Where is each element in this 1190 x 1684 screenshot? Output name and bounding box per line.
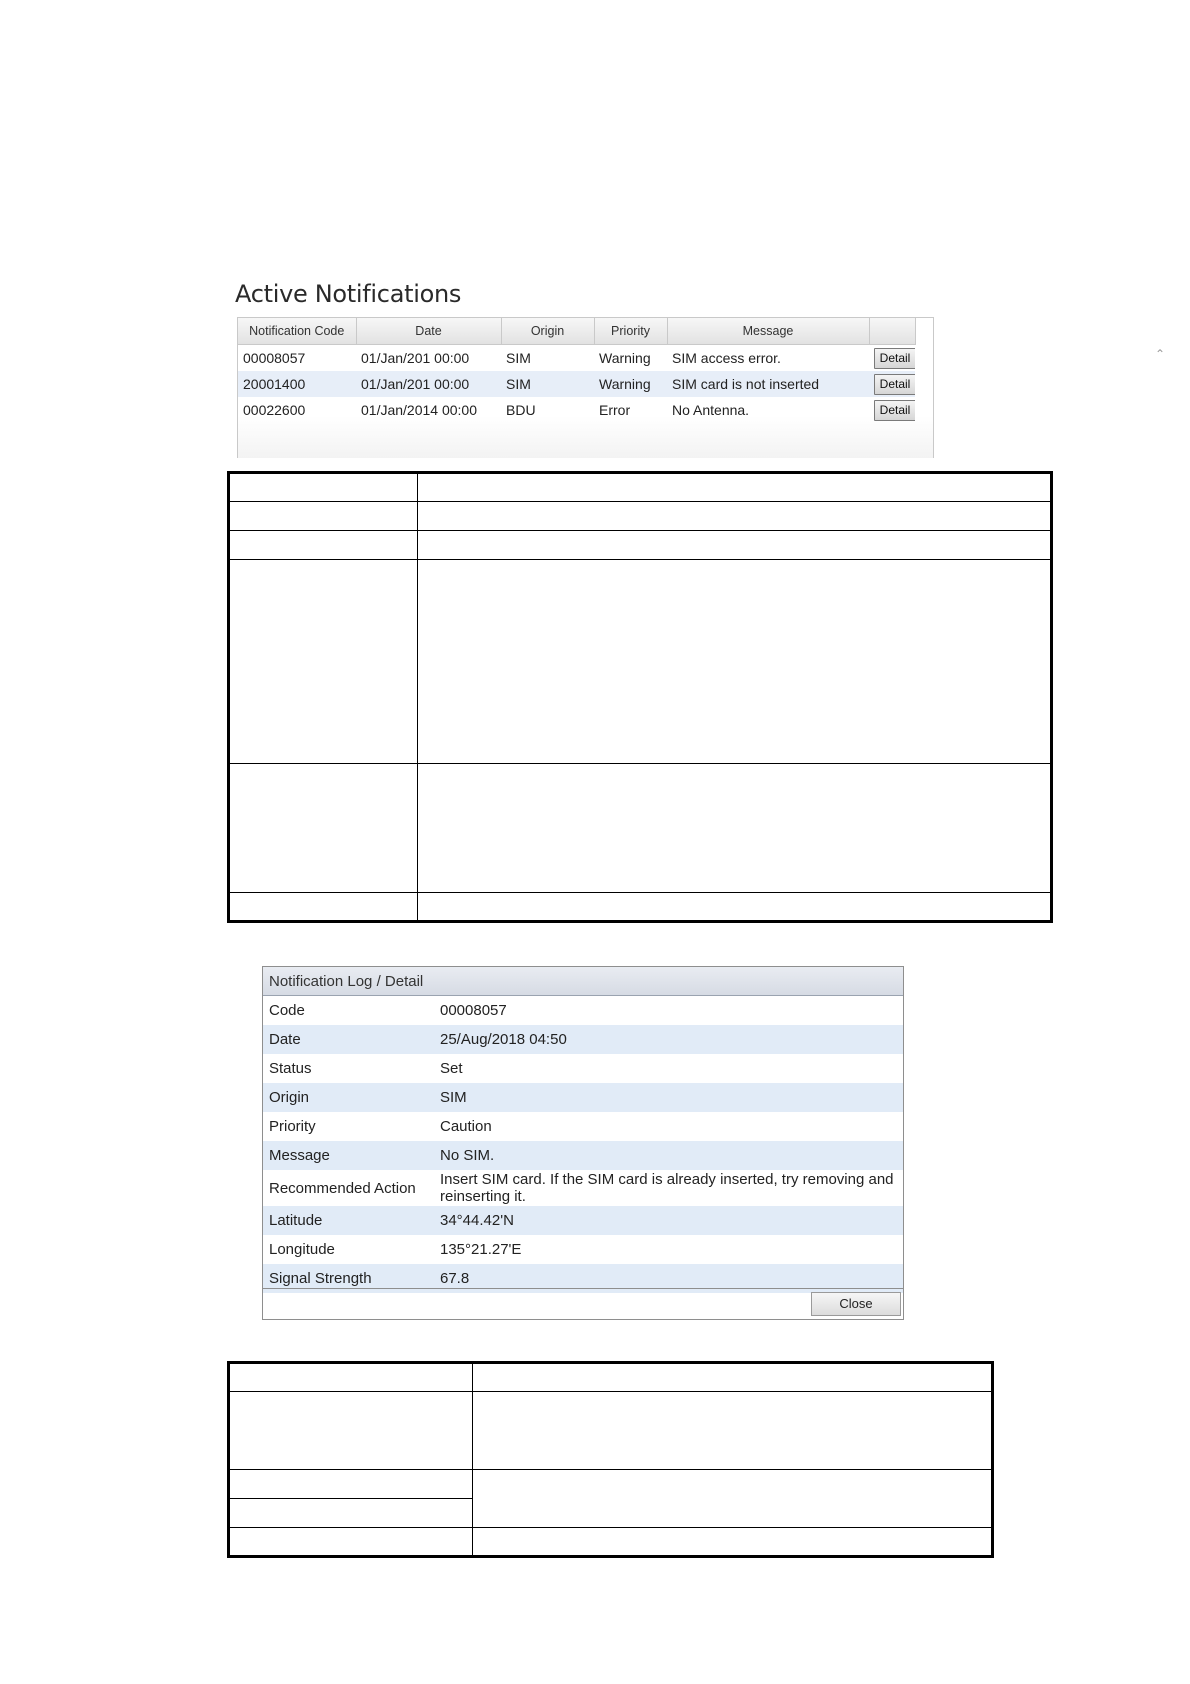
table-row xyxy=(238,397,915,423)
field-label: Longitude xyxy=(269,1241,335,1258)
table-row xyxy=(238,371,915,397)
table-header-row xyxy=(238,318,915,345)
table-row xyxy=(229,473,1052,502)
detail-button[interactable]: Detail xyxy=(874,400,915,421)
detail-row-date xyxy=(263,1025,903,1054)
field-value: SIM xyxy=(434,1083,903,1112)
field-label: Recommended Action xyxy=(269,1179,416,1197)
field-value: 135°21.27'E xyxy=(440,1241,522,1258)
notification-origin: BDU xyxy=(506,402,536,418)
notification-code: 00022600 xyxy=(243,402,306,418)
active-notifications-table xyxy=(238,318,916,423)
detail-row-code xyxy=(263,996,903,1025)
field-value: Set xyxy=(440,1060,463,1077)
field-label: Priority xyxy=(269,1118,316,1135)
notification-detail-dialog xyxy=(262,966,904,1320)
notification-priority: Warning xyxy=(599,350,651,366)
field-value: Insert SIM card. If the SIM card is already inserted, try removing and reinserting it. xyxy=(440,1171,894,1205)
detail-row-status xyxy=(263,1054,903,1083)
field-value: 34°44.42'N xyxy=(434,1206,903,1235)
column-header[interactable]: Origin xyxy=(501,318,594,345)
field-label: Date xyxy=(263,1025,434,1054)
detail-button[interactable]: Detail xyxy=(874,348,915,369)
notification-message: No Antenna. xyxy=(672,402,750,418)
table-row xyxy=(229,1392,993,1470)
table-row xyxy=(229,502,1052,531)
notification-date: 01/Jan/201 00:00 xyxy=(361,350,470,366)
field-label: Latitude xyxy=(263,1206,434,1235)
notification-priority: Warning xyxy=(594,371,667,397)
detail-row-longitude xyxy=(263,1235,903,1264)
field-label: Signal Strength xyxy=(263,1264,434,1293)
field-value: Caution xyxy=(440,1118,492,1135)
table-row xyxy=(238,345,915,372)
detail-row-priority xyxy=(263,1112,903,1141)
field-label: Message xyxy=(263,1141,434,1170)
notification-message: SIM access error. xyxy=(672,350,781,366)
field-value: 25/Aug/2018 04:50 xyxy=(434,1025,903,1054)
table-row xyxy=(229,1470,993,1499)
column-header[interactable]: Message xyxy=(667,318,869,345)
detail-button[interactable]: Detail xyxy=(874,374,915,395)
description-table xyxy=(227,471,1053,923)
notification-origin: SIM xyxy=(506,350,531,366)
detail-row-origin xyxy=(263,1083,903,1112)
column-header[interactable]: Notification Code xyxy=(238,318,356,345)
field-value: No SIM. xyxy=(434,1141,903,1170)
table-row xyxy=(229,560,1052,764)
field-label: Status xyxy=(269,1060,312,1077)
column-header[interactable]: Date xyxy=(356,318,501,345)
table-row xyxy=(229,893,1052,922)
table-row xyxy=(229,1363,993,1392)
notification-code: 20001400 xyxy=(238,371,356,397)
table-row xyxy=(229,531,1052,560)
active-notifications-panel xyxy=(237,317,1166,458)
detail-row-latitude xyxy=(263,1206,903,1235)
notification-message: SIM card is not inserted xyxy=(667,371,869,397)
dialog-title: Notification Log / Detail xyxy=(263,967,903,996)
column-header[interactable]: Priority xyxy=(594,318,667,345)
chevron-up-icon[interactable]: ⌃ xyxy=(1155,347,1166,361)
notification-date: 01/Jan/201 00:00 xyxy=(356,371,501,397)
notification-priority: Error xyxy=(599,402,631,418)
field-label: Code xyxy=(269,1002,305,1019)
table-row xyxy=(229,1528,993,1557)
description-table xyxy=(227,1361,994,1558)
notification-code: 00008057 xyxy=(243,350,306,366)
detail-row-message xyxy=(263,1141,903,1170)
table-row xyxy=(229,764,1052,893)
vertical-scrollbar[interactable] xyxy=(1153,344,1169,457)
notification-origin: SIM xyxy=(501,371,594,397)
field-value: 67.8 xyxy=(434,1264,903,1293)
active-notifications-title: Active Notifications xyxy=(235,280,462,308)
field-value: 00008057 xyxy=(440,1002,507,1019)
notification-date: 01/Jan/2014 00:00 xyxy=(361,402,477,418)
column-header xyxy=(869,318,915,345)
detail-table xyxy=(263,996,903,1293)
detail-row-recommended-action xyxy=(263,1170,903,1206)
close-button[interactable]: Close xyxy=(811,1292,901,1316)
field-label: Origin xyxy=(263,1083,434,1112)
dialog-footer xyxy=(263,1288,903,1319)
